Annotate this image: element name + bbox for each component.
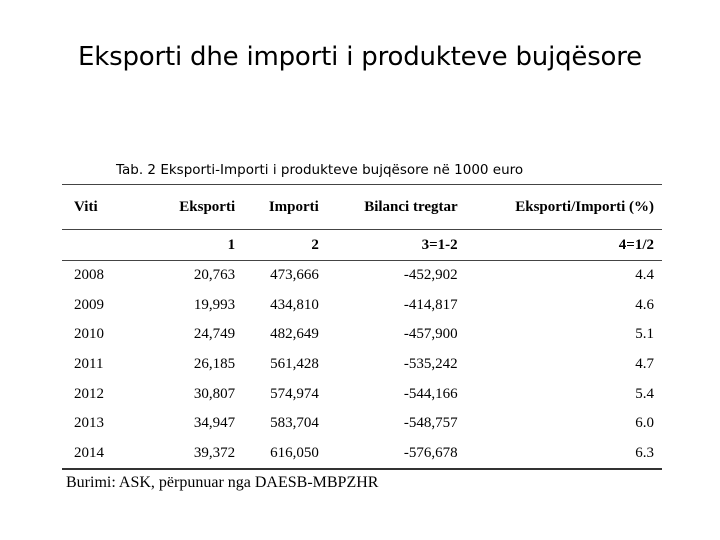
column-header-export: Eksporti <box>152 185 243 230</box>
column-header-trade-balance: Bilanci tregtar <box>327 185 466 230</box>
table-row <box>62 261 662 291</box>
balance-cell: -544,166 <box>403 385 458 402</box>
column-header-export-import-ratio: Eksporti/Importi (%) <box>466 185 662 230</box>
year-cell: 2013 <box>74 415 104 432</box>
ratio-cell: 4.6 <box>635 296 654 313</box>
balance-cell: -414,817 <box>403 296 458 313</box>
export-cell: 39,372 <box>152 439 243 470</box>
balance-cell: -457,900 <box>403 326 458 343</box>
table-row <box>62 350 662 380</box>
ratio-cell: 4.7 <box>635 356 654 373</box>
export-import-table <box>62 184 662 470</box>
export-cell: 30,807 <box>193 385 236 402</box>
import-cell: 434,810 <box>270 296 319 313</box>
column-header-import: Importi <box>243 185 327 230</box>
import-cell: 616,050 <box>243 439 327 470</box>
ratio-cell: 6.3 <box>466 439 662 470</box>
import-cell: 583,704 <box>270 415 319 432</box>
export-cell: 20,763 <box>193 267 236 284</box>
ratio-cell: 4.4 <box>635 267 654 284</box>
export-cell: 19,993 <box>193 296 236 313</box>
year-cell: 2012 <box>74 385 104 402</box>
index-cell: 3=1-2 <box>327 230 466 261</box>
year-cell: 2010 <box>74 326 104 343</box>
year-cell: 2014 <box>62 439 152 470</box>
index-cell <box>62 230 152 261</box>
index-cell: 4=1/2 <box>466 230 662 261</box>
table-caption: Tab. 2 Eksporti-Importi i produkteve bujqësore në 1000 euro <box>116 162 524 178</box>
table-row <box>62 439 662 470</box>
table-row <box>62 320 662 350</box>
year-cell: 2011 <box>74 356 104 373</box>
export-cell: 34,947 <box>193 415 236 432</box>
index-cell: 2 <box>243 230 327 261</box>
table-index-row <box>62 230 662 261</box>
page-title: Eksporti dhe importi i produkteve bujqësore <box>78 42 642 72</box>
balance-cell: -535,242 <box>403 356 458 373</box>
import-cell: 482,649 <box>270 326 319 343</box>
ratio-cell: 5.4 <box>635 385 654 402</box>
table-row <box>62 409 662 439</box>
export-cell: 24,749 <box>193 326 236 343</box>
column-header-year: Viti <box>62 185 152 230</box>
balance-cell: -576,678 <box>327 439 466 470</box>
balance-cell: -548,757 <box>403 415 458 432</box>
year-cell: 2008 <box>74 267 104 284</box>
index-cell: 1 <box>152 230 243 261</box>
ratio-cell: 5.1 <box>635 326 654 343</box>
ratio-cell: 6.0 <box>635 415 654 432</box>
year-cell: 2009 <box>74 296 104 313</box>
balance-cell: -452,902 <box>403 267 458 284</box>
import-cell: 473,666 <box>270 267 319 284</box>
source-note: Burimi: ASK, përpunuar nga DAESB-MBPZHR <box>66 474 379 491</box>
table-header-row <box>62 185 662 230</box>
table-row <box>62 379 662 409</box>
data-table-container <box>62 184 662 470</box>
table-row <box>62 291 662 321</box>
export-cell: 26,185 <box>193 356 236 373</box>
import-cell: 561,428 <box>270 356 319 373</box>
import-cell: 574,974 <box>270 385 319 402</box>
